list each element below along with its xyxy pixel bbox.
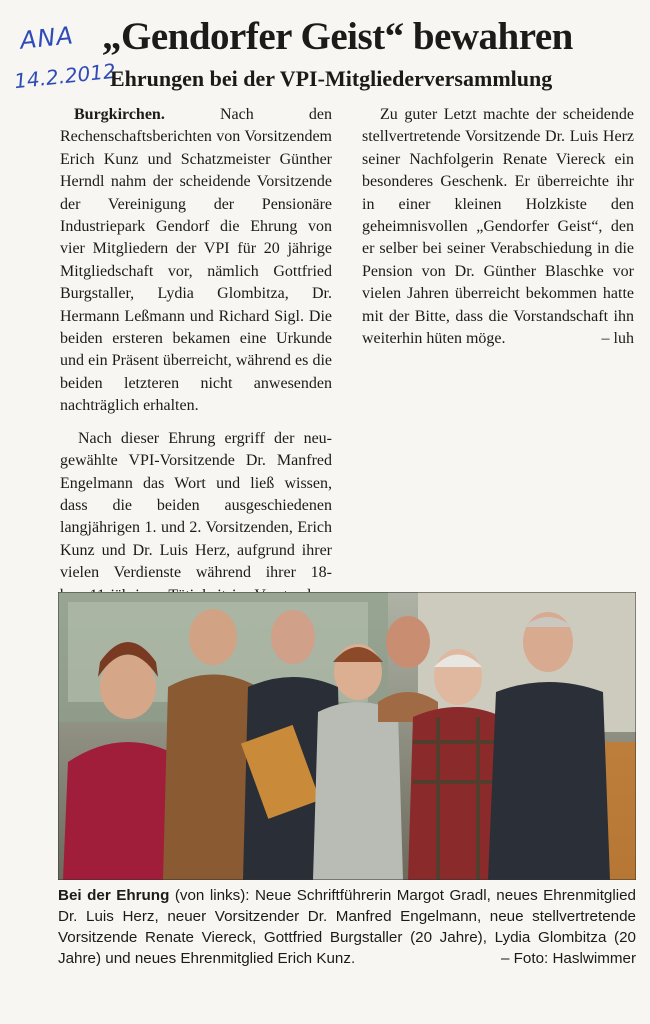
dateline: Burgkirchen. (74, 106, 165, 123)
paragraph-3-text: Zu guter Letzt machte der scheidende stellvertretende Vorsitzende Dr. Luis Herz seiner Nachfolgerin Renate Viereck ein besonderes Geschenk. Er überreichte ihr in einer kleinen Holzkiste den geheimnisvollen „Gendorfer Geist“, den er selber bei seiner Verabschiedung in die Pension von Dr. Günther Blaschke vor vielen Jahren überreicht bekommen hatte mit der Bitte, dass die Vorstandschaft ihn weiterhin hüten möge. (362, 106, 634, 348)
article-subheadline: Ehrungen bei der VPI-Mitgliederversammlung (110, 66, 553, 91)
photo-credit: – Foto: Haslwimmer (500, 950, 636, 967)
caption-lead: Bei der Ehrung (58, 887, 170, 904)
paragraph-1-text: Nach den Rechenschaftsberichten von Vorsitzendem Erich Kunz und Schatzmeister Günther Herndl nahm der scheidende Vorsitzende der Vereinigung der Pensionäre Industriepark Gendorf die Ehrung von vier Mitgliedern der VPI für 20 jährige Mitgliedschaft vor, nämlich Gottfried Burgstaller, Lydia Glombitza, Dr. Hermann Leßmann und Richard Sigl. Die beiden ersteren bekamen eine Urkunde und ein Präsent überreicht, während es die beiden letzteren nicht anwesenden nachträglich erhalten. (60, 106, 332, 415)
caption-paragraph (58, 885, 636, 969)
article-headline: „Gendorfer Geist“ bewahren (102, 15, 573, 58)
handwritten-source-note: ANA (18, 21, 76, 55)
article-paragraph (362, 104, 634, 350)
article-column-right (362, 104, 634, 350)
handwritten-date-note: 14.2.2012 (13, 58, 117, 94)
caption-text: (von links): Neue Schriftführerin Margot Gradl, neues Ehrenmitglied Dr. Luis Herz, neuer Vorsitzender Dr. Manfred Engelmann, neue stellvertretende Vorsitzende Renate Viereck, Gottfried Burgstaller (20 Jahre), Lydia Glombitza (20 Jahre) und neues Ehrenmitglied Erich Kunz. (58, 887, 637, 967)
article-paragraph (60, 104, 332, 418)
group-photo (58, 592, 636, 880)
author-byline: – luh (601, 330, 634, 348)
paragraph-2-text: Nach dieser Ehrung ergriff der neu-gewählte VPI-Vorsitzende Dr. Manfred Engelmann das Wort und ließ wissen, dass die beiden ausgeschiedenen langjährigen 1. und 2. Vorsitzenden, Erich Kunz und Dr. Luis Herz, aufgrund ihrer vielen Verdienste während ihrer 18- (60, 429, 332, 582)
group-photo-illustration (58, 592, 636, 880)
photo-caption (58, 885, 636, 969)
